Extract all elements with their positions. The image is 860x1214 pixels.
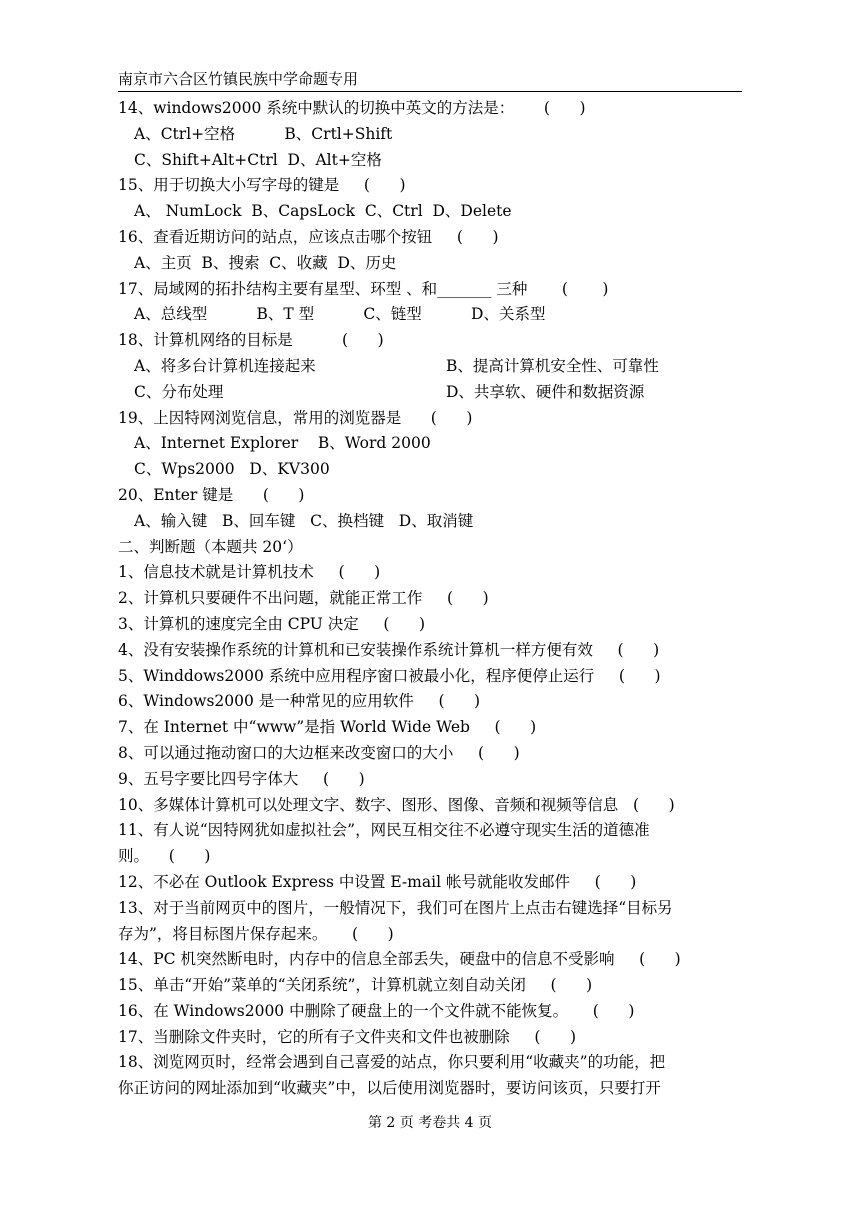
question-line: 2、计算机只要硬件不出问题，就能正常工作 ( ): [118, 589, 489, 608]
option-right: B、提高计算机安全性、可靠性: [446, 356, 659, 375]
question-line: 15、用于切换大小写字母的键是 ( ): [118, 176, 406, 195]
option-line: A、总线型 B、T 型 C、链型 D、关系型: [134, 305, 546, 324]
question-line: 17、局域网的拓扑结构主要有星型、环型 、和_______ 三种 ( ): [118, 279, 609, 298]
option-left: C、分布处理: [134, 382, 224, 401]
question-line: 二、判断题（本题共 20‘）: [118, 537, 303, 556]
option-line: A、主页 B、搜索 C、收藏 D、历史: [134, 253, 397, 272]
question-line: 1、信息技术就是计算机技术 ( ): [118, 563, 381, 582]
page-header: 南京市六合区竹镇民族中学命题专用: [118, 70, 742, 92]
page-footer: 第 2 页 考卷共 4 页: [367, 1115, 493, 1131]
option-line: A、输入键 B、回车键 C、换档键 D、取消键: [134, 511, 474, 530]
option-line: C、Wps2000 D、KV300: [134, 460, 330, 479]
question-line: 19、上因特网浏览信息，常用的浏览器是 ( ): [118, 408, 473, 427]
option-line: A、Internet Explorer B、Word 2000: [134, 434, 431, 453]
question-line: 3、计算机的速度完全由 CPU 决定 ( ): [118, 614, 426, 633]
question-line: 17、当删除文件夹时，它的所有子文件夹和文件也被删除 ( ): [118, 1027, 577, 1046]
option-line: A、Ctrl+空格 B、Crtl+Shift: [134, 124, 393, 143]
question-line: 则。 ( ): [118, 847, 211, 866]
option-left: A、将多台计算机连接起来: [134, 356, 316, 375]
question-line: 18、浏览网页时，经常会遇到自己喜爱的站点，你只要利用“收藏夹”的功能，把: [118, 1053, 666, 1072]
option-line: [118, 354, 748, 380]
question-line: 存为”，将目标图片保存起来。 ( ): [118, 924, 394, 943]
question-line: 你正访问的网址添加到“收藏夹”中，以后使用浏览器时，要访问该页，只要打开: [118, 1079, 661, 1098]
question-line: 11、有人说“因特网犹如虚拟社会”，网民互相交往不必遵守现实生活的道德准: [118, 821, 650, 840]
question-line: 16、查看近期访问的站点，应该点击哪个按钮 ( ): [118, 227, 499, 246]
question-line: 4、没有安装操作系统的计算机和已安装操作系统计算机一样方便有效 ( ): [118, 640, 660, 659]
question-line: 20、Enter 键是 ( ): [118, 485, 305, 504]
question-line: 8、可以通过拖动窗口的大边框来改变窗口的大小 ( ): [118, 743, 520, 762]
option-line: [118, 380, 748, 406]
question-line: 6、Windows2000 是一种常见的应用软件 ( ): [118, 692, 481, 711]
question-line: 15、单击“开始”菜单的“关闭系统”，计算机就立刻自动关闭 ( ): [118, 976, 593, 995]
question-line: 5、Winddows2000 系统中应用程序窗口被最小化，程序便停止运行 ( ): [118, 666, 661, 685]
option-right: D、共享软、硬件和数据资源: [446, 382, 645, 401]
question-line: 13、对于当前网页中的图片，一般情况下，我们可在图片上点击右键选择“目标另: [118, 898, 673, 917]
option-line: C、Shift+Alt+Ctrl D、Alt+空格: [134, 150, 382, 169]
question-body: [118, 96, 748, 1102]
question-line: 14、PC 机突然断电时，内存中的信息全部丢失，硬盘中的信息不受影响 ( ): [118, 950, 681, 969]
question-line: 7、在 Internet 中“www”是指 World Wide Web ( ): [118, 718, 537, 737]
question-line: 9、五号字要比四号字体大 ( ): [118, 769, 365, 788]
question-line: 14、windows2000 系统中默认的切换中英文的方法是： ( ): [118, 99, 586, 117]
question-line: 16、在 Windows2000 中删除了硬盘上的一个文件就不能恢复。 ( ): [118, 1001, 635, 1020]
question-line: 12、不必在 Outlook Express 中设置 E-mail 帐号就能收发邮件 ( ): [118, 872, 637, 891]
question-line: 10、多媒体计算机可以处理文字、数字、图形、图像、音频和视频等信息 ( ): [118, 795, 675, 814]
question-line: 18、计算机网络的目标是 ( ): [118, 331, 384, 350]
option-line: A、 NumLock B、CapsLock C、Ctrl D、Delete: [134, 202, 512, 221]
